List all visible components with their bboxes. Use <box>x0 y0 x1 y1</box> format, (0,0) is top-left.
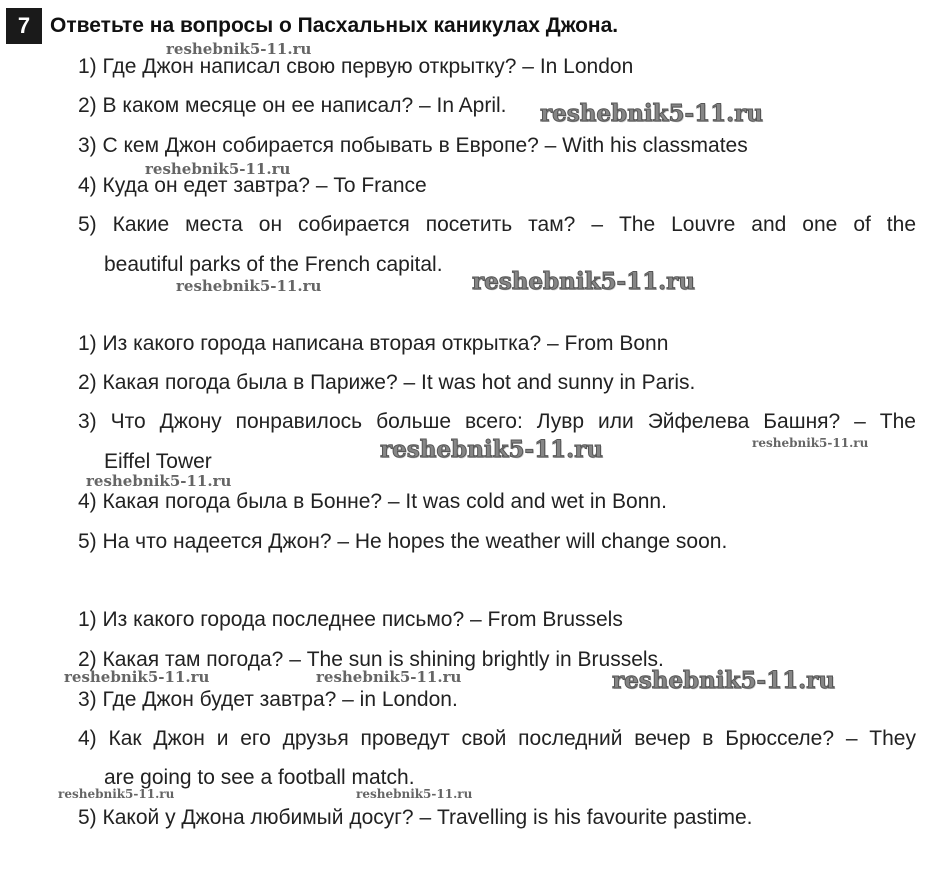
s1-question-5-continued: beautiful parks of the French capital. <box>104 253 443 276</box>
s1-question-3: 3) С кем Джон собирается побывать в Европе? – With his classmates <box>78 134 748 157</box>
watermark: reshebnik5-11.ru <box>58 787 175 801</box>
exercise-number: 7 <box>6 8 42 44</box>
s2-question-3: 3) Что Джону понравилось больше всего: Лувр или Эйфелева Башня? – The <box>78 410 916 433</box>
watermark: reshebnik5-11.ru <box>166 40 312 58</box>
s2-question-5: 5) На что надеется Джон? – He hopes the weather will change soon. <box>78 530 728 553</box>
watermark: reshebnik5-11.ru <box>472 268 695 295</box>
watermark: reshebnik5-11.ru <box>176 277 322 295</box>
s2-question-4: 4) Какая погода была в Бонне? – It was cold and wet in Bonn. <box>78 490 667 513</box>
watermark: reshebnik5-11.ru <box>752 436 869 450</box>
watermark: reshebnik5-11.ru <box>612 667 835 694</box>
watermark: reshebnik5-11.ru <box>64 668 210 686</box>
watermark: reshebnik5-11.ru <box>86 472 232 490</box>
watermark: reshebnik5-11.ru <box>316 668 462 686</box>
s1-question-1: 1) Где Джон написал свою первую открытку? – In London <box>78 55 634 78</box>
s1-question-2: 2) В каком месяце он ее написал? – In April. <box>78 94 507 117</box>
s1-question-5: 5) Какие места он собирается посетить там? – The Louvre and one of the <box>78 213 916 236</box>
exercise-title: Ответьте на вопросы о Пасхальных каникулах Джона. <box>50 14 619 37</box>
s2-question-3-continued: Eiffel Tower <box>104 450 212 473</box>
s3-question-1: 1) Из какого города последнее письмо? – From Brussels <box>78 608 623 631</box>
watermark: reshebnik5-11.ru <box>356 787 473 801</box>
watermark: reshebnik5-11.ru <box>540 100 763 127</box>
watermark: reshebnik5-11.ru <box>380 436 603 463</box>
watermark: reshebnik5-11.ru <box>145 160 291 178</box>
s3-question-5: 5) Какой у Джона любимый досуг? – Travelling is his favourite pastime. <box>78 806 753 829</box>
s3-question-4: 4) Как Джон и его друзья проведут свой последний вечер в Брюсселе? – They <box>78 727 916 750</box>
s2-question-2: 2) Какая погода была в Париже? – It was hot and sunny in Paris. <box>78 371 696 394</box>
s2-question-1: 1) Из какого города написана вторая открытка? – From Bonn <box>78 332 669 355</box>
exercise-header <box>6 8 618 44</box>
s3-question-4-continued: are going to see a football match. <box>104 766 415 789</box>
s3-question-3: 3) Где Джон будет завтра? – in London. <box>78 688 458 711</box>
s3-question-2: 2) Какая там погода? – The sun is shining brightly in Brussels. <box>78 648 664 671</box>
s1-question-4: 4) Куда он едет завтра? – To France <box>78 174 427 197</box>
